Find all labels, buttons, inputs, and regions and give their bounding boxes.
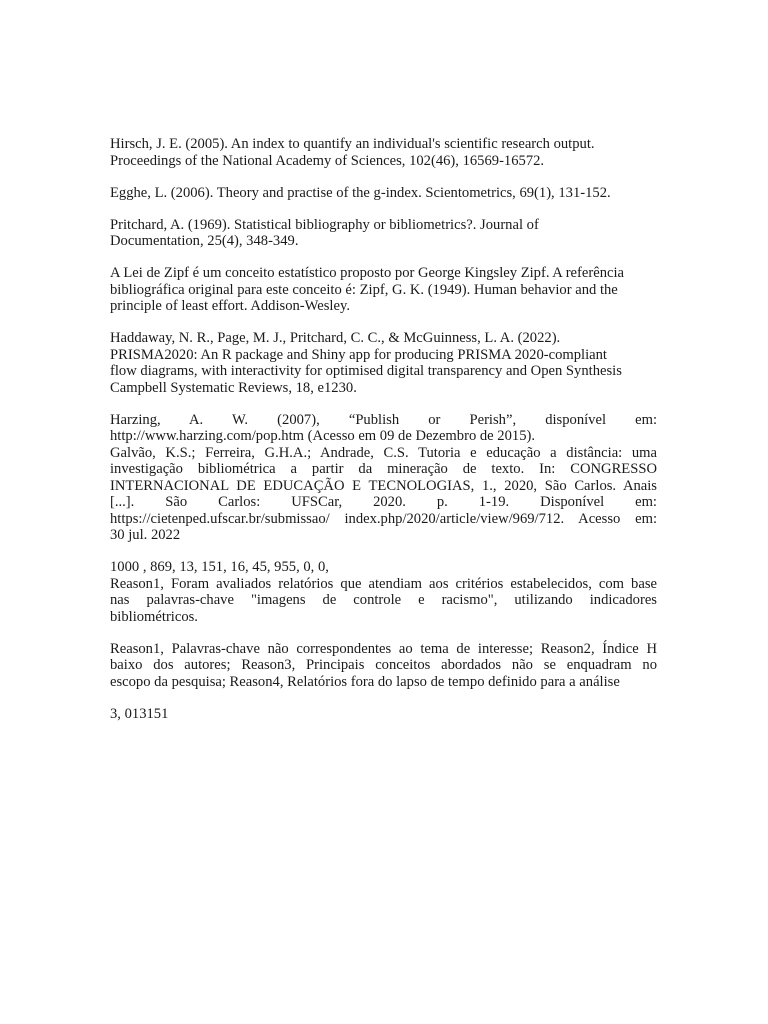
text-line: A Lei de Zipf é um conceito estatístico proposto por George Kingsley Zipf. A referência bbox=[110, 265, 625, 281]
numbers-and-reason1 bbox=[110, 559, 657, 625]
text-line: Documentation, 25(4), 348-349. bbox=[110, 233, 299, 249]
text-line: PRISMA2020: An R package and Shiny app for producing PRISMA 2020-compliant bbox=[110, 346, 607, 363]
text-line: bibliográfica original para este conceito é: Zipf, G. K. (1949). Human behavior and the bbox=[110, 281, 618, 298]
text-line: Egghe, L. (2006). Theory and practise of the g-index. Scientometrics, 69(1), 131-152. bbox=[110, 184, 611, 201]
text-line: Pritchard, A. (1969). Statistical bibliography or bibliometrics?. Journal of bbox=[110, 216, 539, 233]
text-line: investigação bibliométrica a partir da mineração de texto. In: CONGRESSO bbox=[110, 461, 657, 477]
text-line: escopo da pesquisa; Reason4, Relatórios fora do lapso de tempo definido para a análise bbox=[110, 673, 620, 690]
text-line: 30 jul. 2022 bbox=[110, 527, 181, 543]
text-line: https://cietenped.ufscar.br/submissao/ index.php/2020/article/view/969/712. Acesso em: bbox=[110, 510, 657, 527]
reference-hirsch bbox=[110, 136, 657, 169]
text-line: Haddaway, N. R., Page, M. J., Pritchard, C. C., & McGuinness, L. A. (2022). bbox=[110, 330, 561, 346]
reference-haddaway bbox=[110, 330, 657, 396]
text-line: baixo dos autores; Reason3, Principais conceitos abordados não se enquadram no bbox=[110, 657, 657, 673]
text-line: Campbell Systematic Reviews, 18, e1230. bbox=[110, 379, 357, 396]
text-line: 3, 013151 bbox=[110, 705, 169, 722]
final-values bbox=[110, 706, 657, 723]
reference-harzing-galvao bbox=[110, 412, 657, 544]
text-line: Reason1, Foram avaliados relatórios que atendiam aos critérios estabelecidos, com base bbox=[110, 575, 657, 592]
text-line: [...]. São Carlos: UFSCar, 2020. p. 1-19. Disponível em: bbox=[110, 494, 657, 510]
text-line: nas palavras-chave "imagens de controle e racismo", utilizando indicadores bbox=[110, 592, 657, 608]
text-line: bibliométricos. bbox=[110, 608, 198, 625]
text-line: Hirsch, J. E. (2005). An index to quantify an individual's scientific research output. bbox=[110, 136, 595, 152]
text-line: INTERNACIONAL DE EDUCAÇÃO E TECNOLOGIAS, 1., 2020, São Carlos. Anais bbox=[110, 477, 657, 494]
reasons-paragraph bbox=[110, 641, 657, 691]
text-line: Reason1, Palavras-chave não correspondentes ao tema de interesse; Reason2, Índice H bbox=[110, 640, 657, 657]
numbers-line: 1000 , 869, 13, 151, 16, 45, 955, 0, 0, bbox=[110, 559, 329, 575]
text-line: Proceedings of the National Academy of Sciences, 102(46), 16569-16572. bbox=[110, 152, 545, 169]
document-page bbox=[110, 136, 657, 738]
text-line: principle of least effort. Addison-Wesley. bbox=[110, 298, 350, 314]
text-line: Harzing, A. W. (2007), “Publish or Perish”, disponível em: bbox=[110, 411, 657, 428]
zipf-paragraph bbox=[110, 265, 657, 315]
text-line: http://www.harzing.com/pop.htm (Acesso em 09 de Dezembro de 2015). bbox=[110, 428, 536, 444]
reference-pritchard bbox=[110, 217, 657, 250]
text-line: Galvão, K.S.; Ferreira, G.H.A.; Andrade, C.S. Tutoria e educação a distância: uma bbox=[110, 444, 657, 461]
text-line: flow diagrams, with interactivity for optimised digital transparency and Open Synthesis bbox=[110, 363, 622, 379]
reference-egghe bbox=[110, 185, 657, 202]
